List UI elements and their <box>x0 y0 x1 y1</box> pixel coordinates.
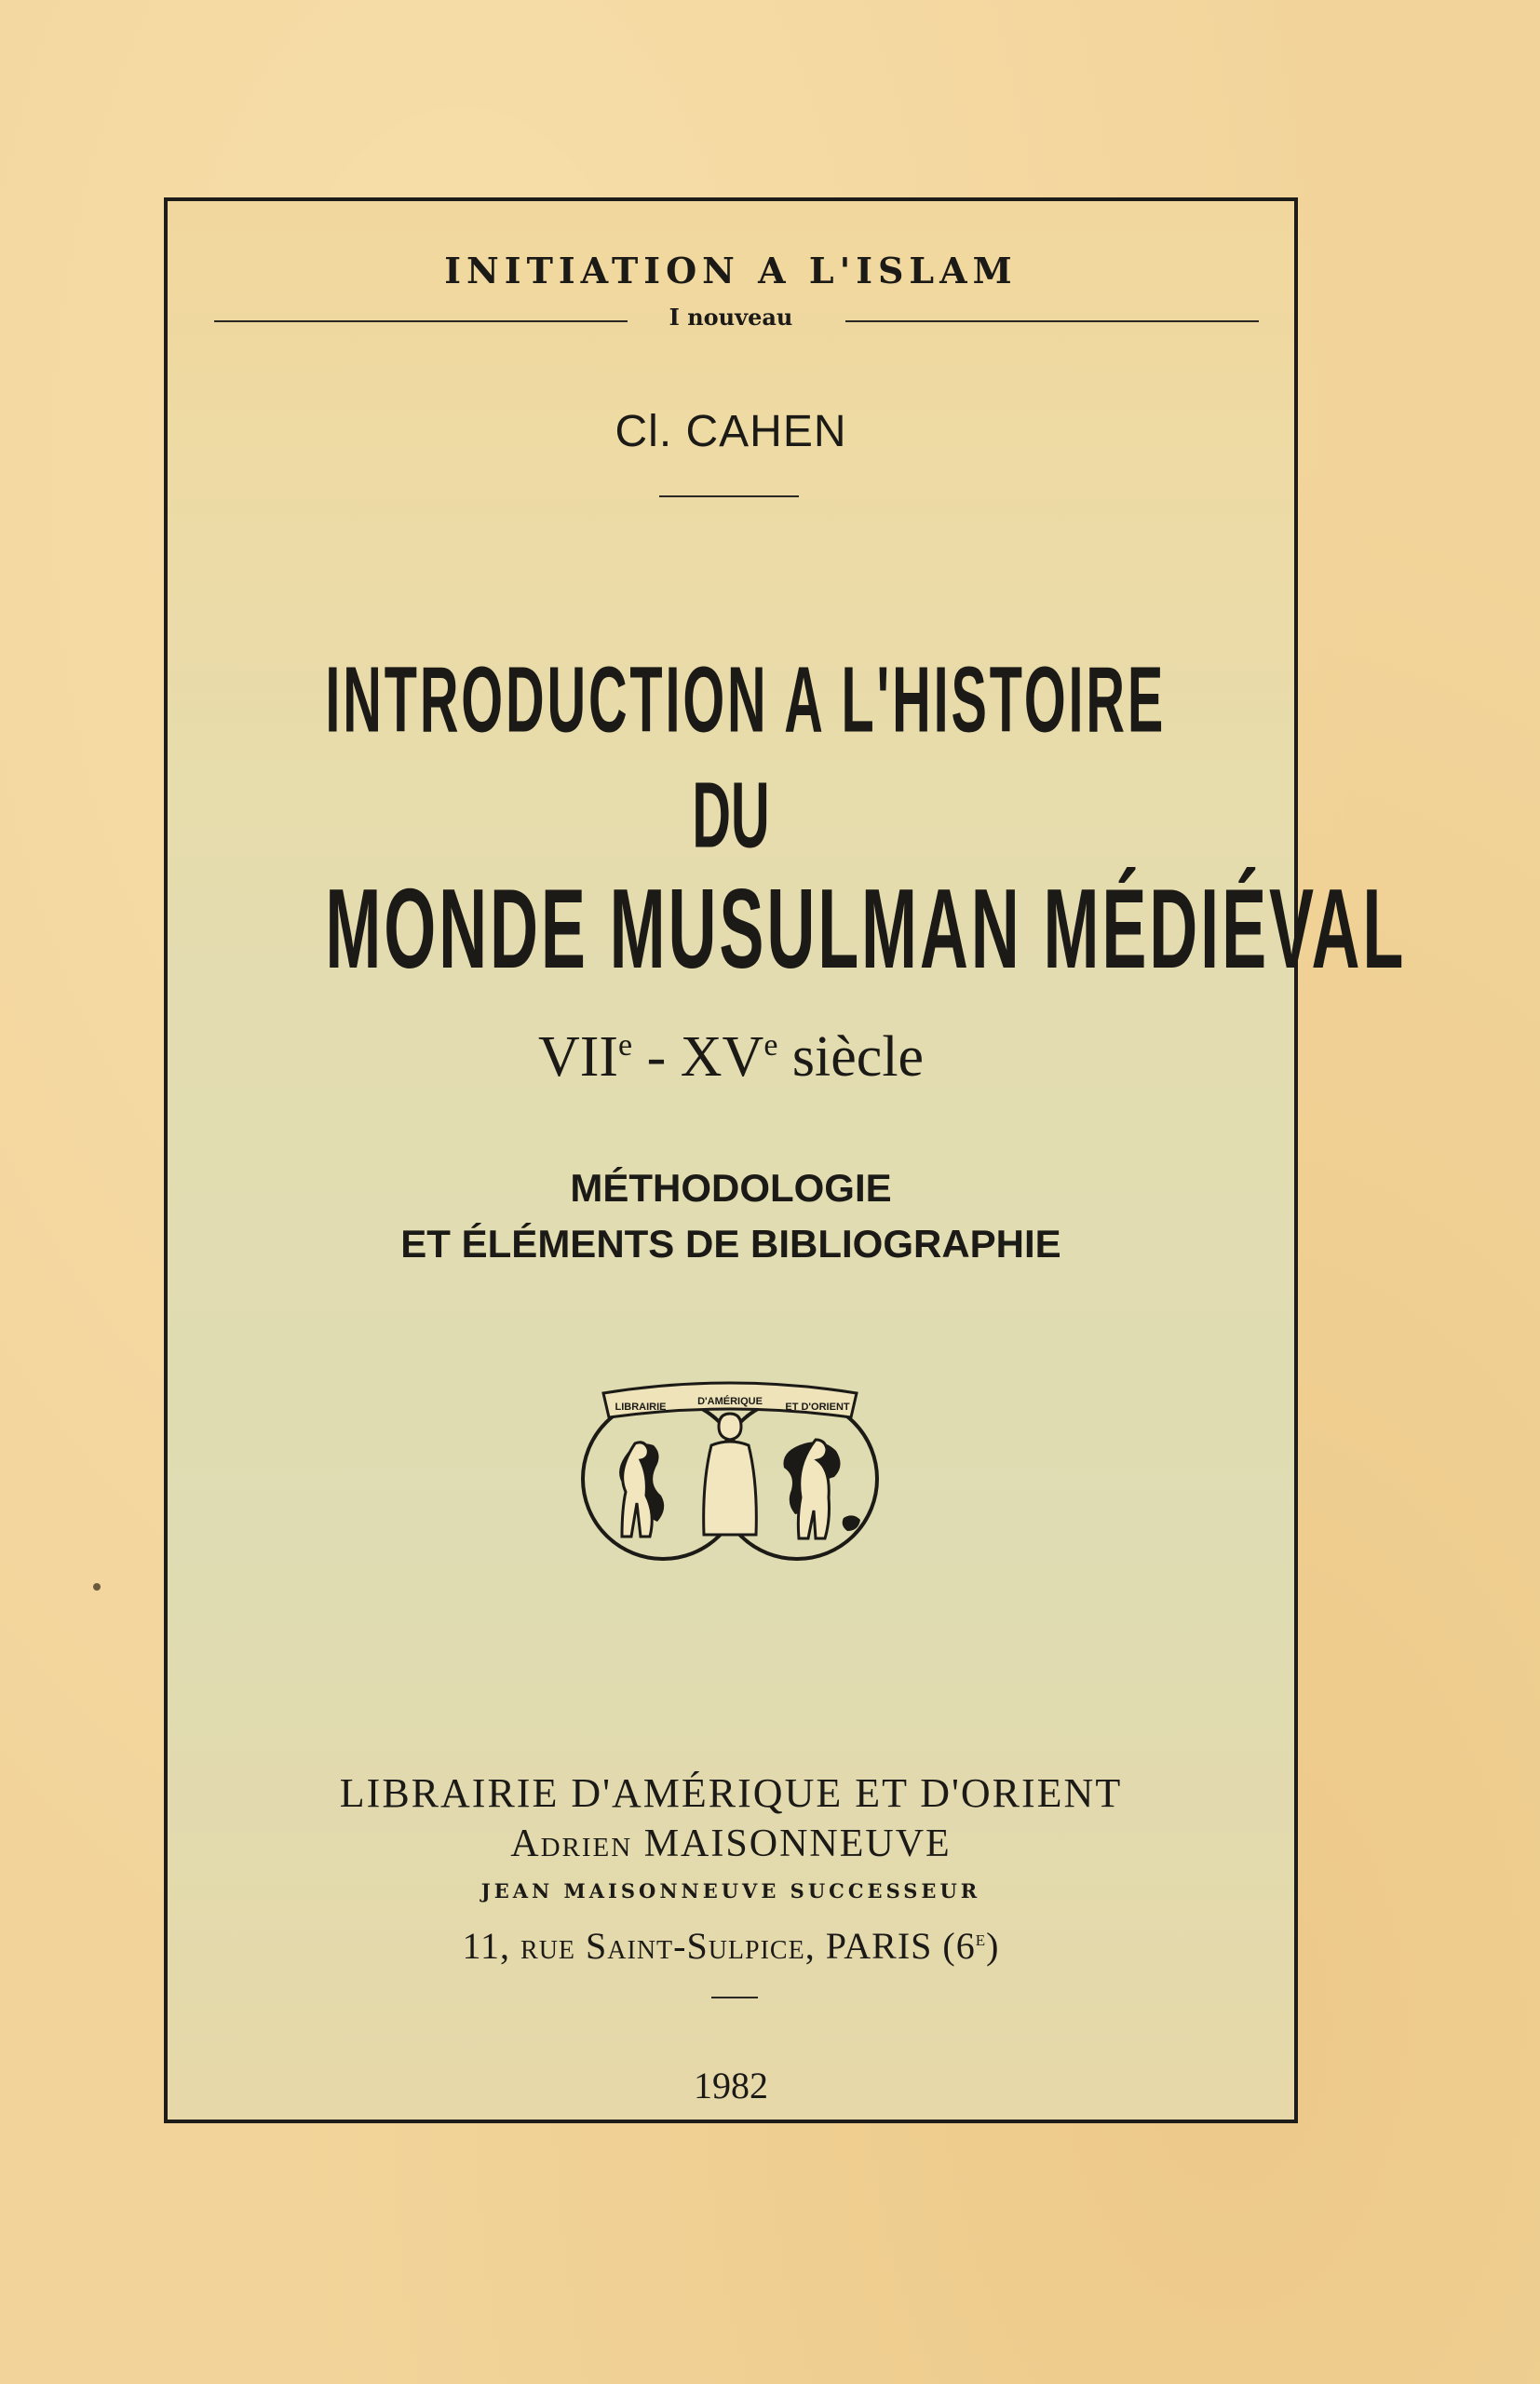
century-end-sup: e <box>763 1028 778 1063</box>
publisher-owner: Adrien MAISONNEUVE <box>510 1822 952 1865</box>
logo-figure-center <box>704 1414 757 1535</box>
title-line-3: MONDE MUSULMAN MÉDIÉVAL <box>325 865 1407 993</box>
title-line-2: DU <box>692 763 770 867</box>
logo-banner-left: LIBRAIRIE <box>615 1402 667 1413</box>
address-sup: e <box>975 1927 987 1951</box>
century-start: VII <box>537 1025 619 1089</box>
century-start-sup: e <box>618 1028 633 1063</box>
century-separator: - <box>632 1025 681 1089</box>
series-title: INITIATION A L'ISLAM <box>444 250 1018 291</box>
century-range <box>168 1024 1294 1090</box>
address-end: ) <box>986 1925 1000 1967</box>
paper-speck <box>93 1583 101 1591</box>
subtitle-line-1: MÉTHODOLOGIE <box>570 1166 892 1210</box>
publisher-address <box>168 1924 1294 1968</box>
series-rule-right <box>845 320 1259 322</box>
title-line-1: INTRODUCTION A L'HISTOIRE <box>325 647 1167 752</box>
logo-banner-right: ET D'ORIENT <box>785 1402 850 1413</box>
century-word: siècle <box>777 1025 925 1089</box>
subtitle-line-2: ET ÉLÉMENTS DE BIBLIOGRAPHIE <box>400 1222 1061 1266</box>
author-name: Cl. CAHEN <box>615 407 847 456</box>
publication-year: 1982 <box>694 2065 768 2106</box>
publisher-logo <box>572 1378 888 1564</box>
logo-banner-mid: D'AMÉRIQUE <box>697 1396 763 1407</box>
publisher-name: LIBRAIRIE D'AMÉRIQUE ET D'ORIENT <box>339 1770 1123 1816</box>
cover-frame <box>164 197 1407 2123</box>
publisher-successor: JEAN MAISONNEUVE SUCCESSEUR <box>480 1879 981 1903</box>
logo-figure-left <box>622 1443 652 1537</box>
series-volume: I nouveau <box>669 304 793 331</box>
address-main: 11, rue Saint-Sulpice, PARIS (6 <box>462 1925 976 1967</box>
author-rule <box>659 495 799 497</box>
address-rule <box>711 1997 758 1998</box>
century-end: XV <box>680 1025 764 1089</box>
